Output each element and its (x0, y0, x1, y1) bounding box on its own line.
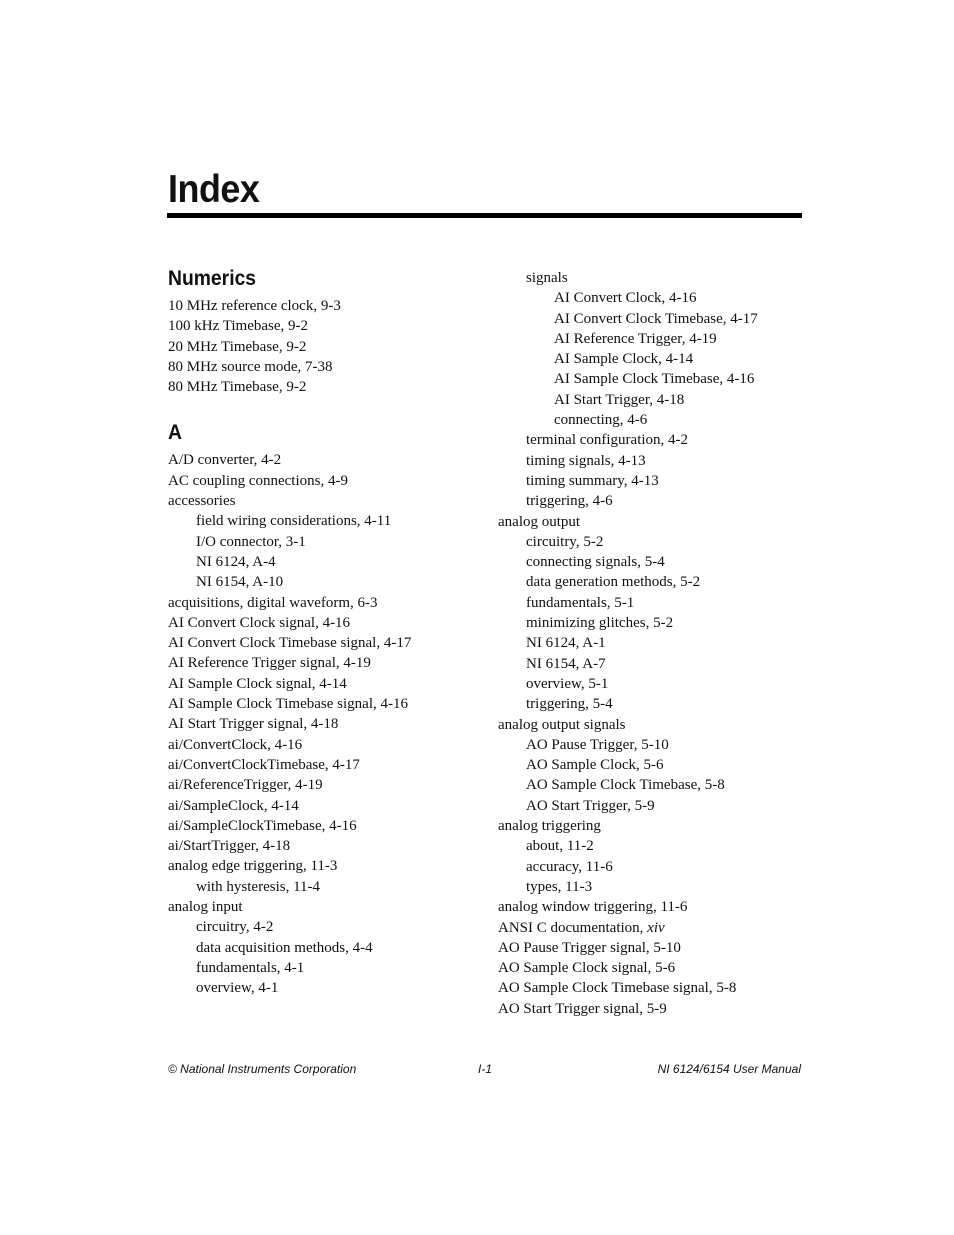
index-entry (168, 633, 488, 653)
index-entry-text: AI Reference Trigger, 4-19 (554, 330, 717, 347)
index-entry (498, 897, 818, 917)
a-entry-list (168, 450, 488, 998)
index-entry-text: AI Convert Clock signal, 4-16 (168, 614, 351, 631)
index-entry (168, 653, 488, 673)
index-entry (498, 918, 818, 938)
index-entry-text: NI 6154, A-10 (196, 574, 284, 591)
index-entry (168, 694, 488, 714)
index-entry-text: about, 11-2 (526, 838, 594, 855)
index-entry (498, 572, 818, 592)
index-entry-text: 100 kHz Timebase, 9-2 (168, 318, 308, 335)
index-entry (168, 917, 488, 937)
index-entry (168, 856, 488, 876)
index-entry-text: NI 6124, A-1 (526, 635, 606, 652)
index-entry (498, 775, 818, 795)
index-entry-text: analog triggering (498, 818, 601, 835)
index-entry-text: 20 MHz Timebase, 9-2 (168, 338, 307, 355)
index-entry (168, 674, 488, 694)
index-entry (498, 999, 818, 1019)
index-entry-text: triggering, 4-6 (526, 493, 613, 510)
index-entry (168, 796, 488, 816)
index-entry (168, 613, 488, 633)
index-entry (498, 288, 818, 308)
index-entry (498, 836, 818, 856)
index-entry-text: analog output signals (498, 716, 626, 733)
footer-manual-title: NI 6124/6154 User Manual (657, 1062, 801, 1076)
index-entry (498, 613, 818, 633)
index-entry-text: NI 6124, A-4 (196, 553, 276, 570)
index-entry (168, 775, 488, 795)
index-entry-text: AI Convert Clock, 4-16 (554, 290, 697, 307)
index-entry-text: circuitry, 5-2 (526, 533, 604, 550)
index-entry-text: I/O connector, 3-1 (196, 533, 306, 550)
index-entry (498, 309, 818, 329)
footer-page-number: I-1 (478, 1062, 493, 1076)
index-entry (168, 897, 488, 917)
footer-copyright: © National Instruments Corporation (168, 1062, 357, 1076)
index-entry-text: data acquisition methods, 4-4 (196, 939, 373, 956)
index-entry (168, 938, 488, 958)
index-entry-text: terminal configuration, 4-2 (526, 432, 689, 449)
section-heading-numerics: Numerics (168, 267, 257, 290)
index-entry-text: AO Pause Trigger, 5-10 (526, 736, 669, 753)
index-entry (498, 268, 818, 288)
index-entry-text: types, 11-3 (526, 878, 593, 895)
index-entry-text: with hysteresis, 11-4 (196, 878, 321, 895)
index-entry (498, 552, 818, 572)
index-entry (168, 377, 488, 397)
index-entry-text: analog edge triggering, 11-3 (168, 858, 338, 875)
index-entry (168, 877, 488, 897)
index-entry-text: AI Sample Clock Timebase, 4-16 (554, 371, 755, 388)
index-entry-text: AO Sample Clock signal, 5-6 (498, 960, 676, 977)
index-entry (168, 337, 488, 357)
index-entry (498, 796, 818, 816)
index-entry-text: accessories (168, 493, 236, 510)
index-entry-text: ai/StartTrigger, 4-18 (168, 838, 291, 855)
index-entry-text: acquisitions, digital waveform, 6-3 (168, 594, 378, 611)
index-entry-text: 80 MHz source mode, 7-38 (168, 358, 333, 375)
index-entry (168, 958, 488, 978)
index-entry-text: circuitry, 4-2 (196, 919, 274, 936)
index-entry-text: AO Start Trigger, 5-9 (526, 797, 655, 814)
index-entry (498, 512, 818, 532)
index-entry (168, 357, 488, 377)
index-entry (168, 714, 488, 734)
index-entry (168, 296, 488, 316)
page-title: Index (168, 168, 260, 211)
index-entry-text: connecting, 4-6 (554, 412, 648, 429)
index-entry-text: AI Convert Clock Timebase, 4-17 (554, 310, 758, 327)
index-entry (498, 877, 818, 897)
index-entry (168, 978, 488, 998)
index-entry-text: 80 MHz Timebase, 9-2 (168, 379, 307, 396)
index-entry-text: fundamentals, 5-1 (526, 594, 635, 611)
index-entry (498, 715, 818, 735)
index-entry-text: NI 6154, A-7 (526, 655, 606, 672)
index-entry (498, 735, 818, 755)
index-entry-text: ANSI C documentation, (498, 919, 648, 936)
index-entry-text: AI Sample Clock, 4-14 (554, 351, 694, 368)
index-column-right (498, 268, 818, 1019)
index-entry-text: AO Pause Trigger signal, 5-10 (498, 939, 681, 956)
index-entry-text: signals (526, 270, 568, 286)
numerics-entry-list (168, 296, 488, 397)
index-entry (498, 958, 818, 978)
index-entry (168, 572, 488, 592)
index-entry (498, 430, 818, 450)
index-entry-text: AO Sample Clock, 5-6 (526, 757, 664, 774)
index-entry-text: ai/SampleClockTimebase, 4-16 (168, 817, 357, 834)
index-entry (498, 410, 818, 430)
index-entry-text: analog input (168, 899, 243, 916)
index-entry-text: minimizing glitches, 5-2 (526, 615, 674, 632)
index-entry-text: AI Convert Clock Timebase signal, 4-17 (168, 635, 412, 652)
index-entry (498, 654, 818, 674)
index-entry-text: A/D converter, 4-2 (168, 452, 282, 469)
index-entry-text: AI Start Trigger signal, 4-18 (168, 716, 339, 733)
index-entry (168, 471, 488, 491)
index-entry (498, 471, 818, 491)
index-entry-text: data generation methods, 5-2 (526, 574, 701, 591)
index-entry-text: timing signals, 4-13 (526, 452, 646, 469)
section-heading-a: A (168, 421, 182, 445)
index-entry-text: fundamentals, 4-1 (196, 959, 305, 976)
index-entry (498, 816, 818, 836)
index-entry (168, 511, 488, 531)
index-entry (498, 593, 818, 613)
index-entry-text: AC coupling connections, 4-9 (168, 472, 348, 489)
index-entry-text: ai/SampleClock, 4-14 (168, 797, 299, 814)
title-rule (167, 213, 802, 218)
index-entry-text: ai/ConvertClock, 4-16 (168, 736, 303, 753)
index-entry-text: analog output (498, 513, 581, 530)
index-entry-text: accuracy, 11-6 (526, 858, 613, 875)
index-entry-text: ai/ReferenceTrigger, 4-19 (168, 777, 323, 794)
index-entry (168, 450, 488, 470)
index-entry-text: 10 MHz reference clock, 9-3 (168, 298, 341, 314)
index-entry (168, 491, 488, 511)
index-entry (498, 978, 818, 998)
index-entry (168, 836, 488, 856)
index-entry-text: AI Sample Clock Timebase signal, 4-16 (168, 696, 408, 713)
index-entry-text: overview, 4-1 (196, 980, 279, 997)
index-entry (498, 369, 818, 389)
index-entry-italic-page: xiv (647, 919, 665, 936)
index-column-left (168, 263, 488, 999)
index-entry (498, 329, 818, 349)
index-entry (498, 755, 818, 775)
index-entry (498, 694, 818, 714)
index-entry (168, 316, 488, 336)
index-entry-text: triggering, 5-4 (526, 696, 613, 713)
index-entry (168, 593, 488, 613)
index-entry-text: field wiring considerations, 4-11 (196, 513, 392, 530)
index-entry (498, 390, 818, 410)
index-entry-text: AI Sample Clock signal, 4-14 (168, 675, 347, 692)
index-entry (498, 857, 818, 877)
right-entry-list (498, 268, 818, 1019)
index-entry (498, 532, 818, 552)
index-entry-text: connecting signals, 5-4 (526, 554, 665, 571)
index-entry (168, 816, 488, 836)
index-entry (498, 349, 818, 369)
index-entry (168, 532, 488, 552)
index-entry-text: analog window triggering, 11-6 (498, 899, 688, 916)
index-entry (498, 633, 818, 653)
index-entry (168, 755, 488, 775)
index-entry (168, 735, 488, 755)
index-entry-text: AI Start Trigger, 4-18 (554, 391, 685, 408)
index-entry (498, 451, 818, 471)
index-entry-text: ai/ConvertClockTimebase, 4-17 (168, 756, 360, 773)
index-entry (498, 491, 818, 511)
index-entry-text: AO Sample Clock Timebase, 5-8 (526, 777, 725, 794)
index-entry-text: AO Sample Clock Timebase signal, 5-8 (498, 980, 737, 997)
index-entry-text: AI Reference Trigger signal, 4-19 (168, 655, 371, 672)
index-entry-text: timing summary, 4-13 (526, 472, 659, 489)
index-entry (498, 674, 818, 694)
index-entry (498, 938, 818, 958)
index-entry-text: overview, 5-1 (526, 675, 609, 692)
section-gap (168, 397, 488, 417)
index-entry-text: AO Start Trigger signal, 5-9 (498, 1000, 667, 1017)
index-entry (168, 552, 488, 572)
